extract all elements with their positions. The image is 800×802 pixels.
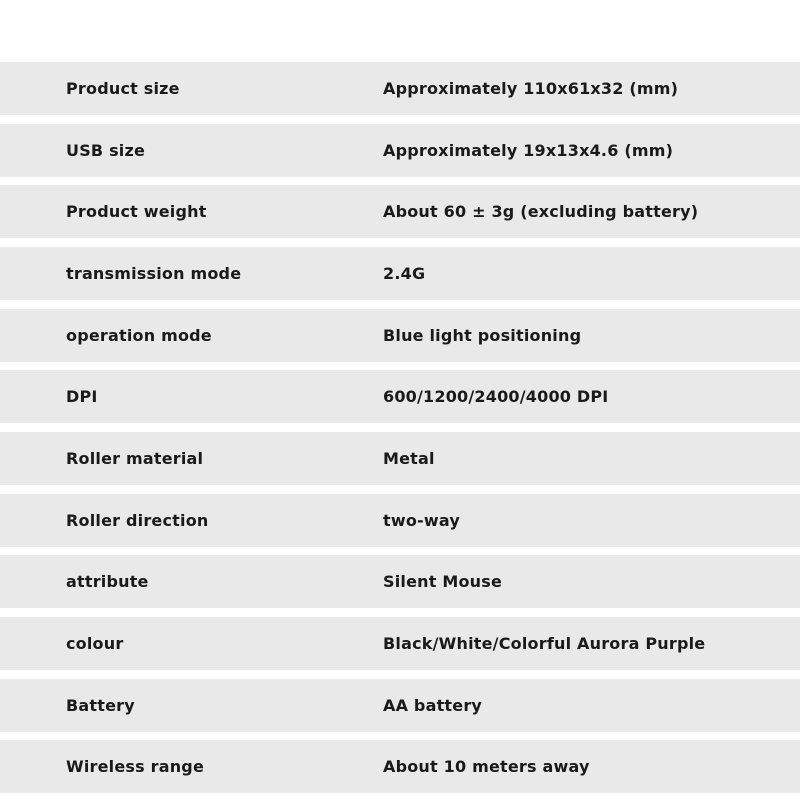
spec-value: Black/White/Colorful Aurora Purple (383, 633, 706, 653)
spec-row-attribute (0, 555, 800, 608)
spec-label: attribute (66, 572, 149, 592)
spec-value: About 60 ± 3g (excluding battery) (383, 202, 699, 222)
spec-row-dpi (0, 370, 800, 423)
spec-label: USB size (66, 140, 146, 160)
spec-label: transmission mode (66, 263, 242, 283)
spec-row-roller-direction (0, 494, 800, 547)
spec-value: Metal (383, 448, 435, 468)
spec-label: Battery (66, 695, 135, 715)
spec-label: Roller material (66, 448, 204, 468)
spec-label: DPI (66, 387, 98, 407)
spec-value: 600/1200/2400/4000 DPI (383, 387, 609, 407)
spec-row-transmission-mode (0, 247, 800, 300)
spec-row-product-weight (0, 185, 800, 238)
spec-label: Roller direction (66, 510, 209, 530)
spec-value: Blue light positioning (383, 325, 582, 345)
spec-value: Approximately 110x61x32 (mm) (383, 79, 679, 98)
spec-value: About 10 meters away (383, 757, 590, 777)
spec-row-battery (0, 679, 800, 732)
spec-label: operation mode (66, 325, 212, 345)
spec-row-usb-size (0, 124, 800, 177)
spec-row-roller-material (0, 432, 800, 485)
spec-value: 2.4G (383, 263, 426, 283)
spec-label: Product size (66, 79, 180, 98)
spec-label: Product weight (66, 202, 207, 222)
spec-label: Wireless range (66, 757, 205, 777)
spec-value: Approximately 19x13x4.6 (mm) (383, 140, 674, 160)
spec-table (0, 62, 800, 802)
spec-row-colour (0, 617, 800, 670)
spec-row-wireless-range (0, 740, 800, 793)
spec-value: two-way (383, 510, 460, 530)
spec-value: AA battery (383, 695, 483, 715)
spec-value: Silent Mouse (383, 572, 503, 592)
spec-row-product-size (0, 62, 800, 115)
spec-label: colour (66, 633, 124, 653)
spec-row-operation-mode (0, 309, 800, 362)
